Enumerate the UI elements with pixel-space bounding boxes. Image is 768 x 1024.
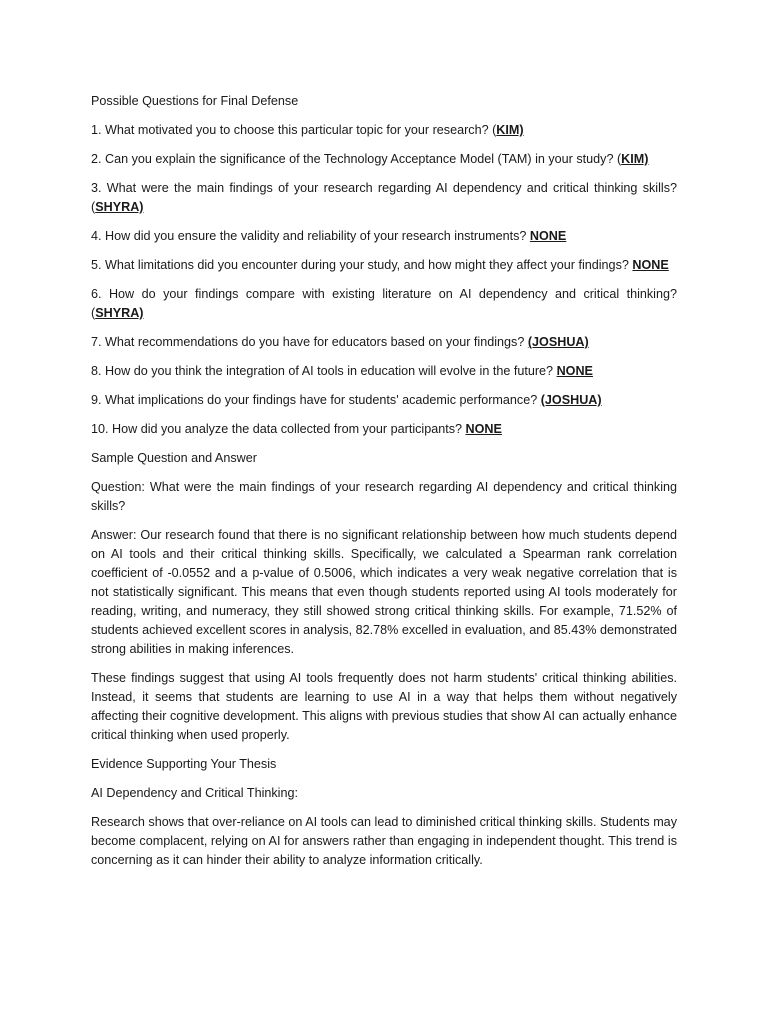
question-item-3: [91, 179, 677, 217]
assignee-tag: (JOSHUA): [527, 335, 589, 349]
question-text: 6. How do your findings compare with existing literature on AI dependency and critical thinking? (: [91, 287, 677, 320]
question-text: 8. How do you think the integration of AI tools in education will evolve in the future?: [91, 364, 557, 378]
assignee-tag: NONE: [556, 364, 593, 378]
answer-paragraph-2: These findings suggest that using AI tools frequently does not harm students' critical thinking abilities. Instead, it seems that students are learning to use AI in a way that helps them without negatively affecting their cognitive development. This aligns with previous studies that show AI can actually enhance critical thinking when used properly.: [91, 671, 677, 742]
question-text: 10. How did you analyze the data collected from your participants?: [91, 422, 466, 436]
question-text: 7. What recommendations do you have for educators based on your findings?: [91, 335, 528, 349]
assignee-tag: NONE: [465, 422, 502, 436]
question-text: 2. Can you explain the significance of the Technology Acceptance Model (TAM) in your study? (: [91, 152, 622, 166]
sample-question: Question: What were the main findings of your research regarding AI dependency and critical thinking skills?: [91, 480, 677, 513]
question-item-4: [91, 227, 677, 246]
assignee-tag: KIM): [621, 152, 649, 166]
question-item-5: [91, 256, 677, 275]
sample-heading: Sample Question and Answer: [91, 451, 257, 465]
question-item-10: [91, 420, 677, 439]
document-heading: Possible Questions for Final Defense: [91, 94, 299, 108]
question-item-9: [91, 391, 677, 410]
question-item-8: [91, 362, 677, 381]
question-item-2: [91, 150, 677, 169]
evidence-subheading: AI Dependency and Critical Thinking:: [91, 786, 298, 800]
question-text: 1. What motivated you to choose this particular topic for your research? (: [91, 123, 497, 137]
question-item-6: [91, 285, 677, 323]
question-item-1: [91, 121, 677, 140]
question-text: 9. What implications do your findings have for students' academic performance?: [91, 393, 541, 407]
evidence-heading: Evidence Supporting Your Thesis: [91, 757, 277, 771]
assignee-tag: (JOSHUA): [540, 393, 602, 407]
evidence-paragraph-1: Research shows that over-reliance on AI tools can lead to diminished critical thinking skills. Students may become complacent, relying on AI for answers rather than engaging in independent thought. This trend is concerning as it can hinder their ability to analyze information critically.: [91, 815, 677, 867]
assignee-tag: SHYRA): [95, 200, 144, 214]
question-text: 5. What limitations did you encounter during your study, and how might they affect your findings?: [91, 258, 633, 272]
assignee-tag: KIM): [496, 123, 524, 137]
question-text: 4. How did you ensure the validity and reliability of your research instruments?: [91, 229, 530, 243]
answer-paragraph-1: Answer: Our research found that there is no significant relationship between how much students depend on AI tools and their critical thinking skills. Specifically, we calculated a Spearman rank correlation coefficient of -0.0552 and a p-value of 0.5006, which indicates a very weak negative correlation that is not statistically significant. This means that even though students reported using AI tools moderately for reading, writing, and numeracy, they still showed strong critical thinking skills. For example, 71.52% of students achieved excellent scores in analysis, 82.78% excelled in evaluation, and 85.43% demonstrated strong abilities in making inferences.: [91, 528, 677, 656]
assignee-tag: NONE: [529, 229, 567, 243]
assignee-tag: SHYRA): [95, 306, 144, 320]
question-item-7: [91, 333, 677, 352]
assignee-tag: NONE: [632, 258, 669, 272]
document-page: [91, 92, 677, 880]
question-text: 3. What were the main findings of your research regarding AI dependency and critical thinking skills? (: [91, 181, 677, 214]
